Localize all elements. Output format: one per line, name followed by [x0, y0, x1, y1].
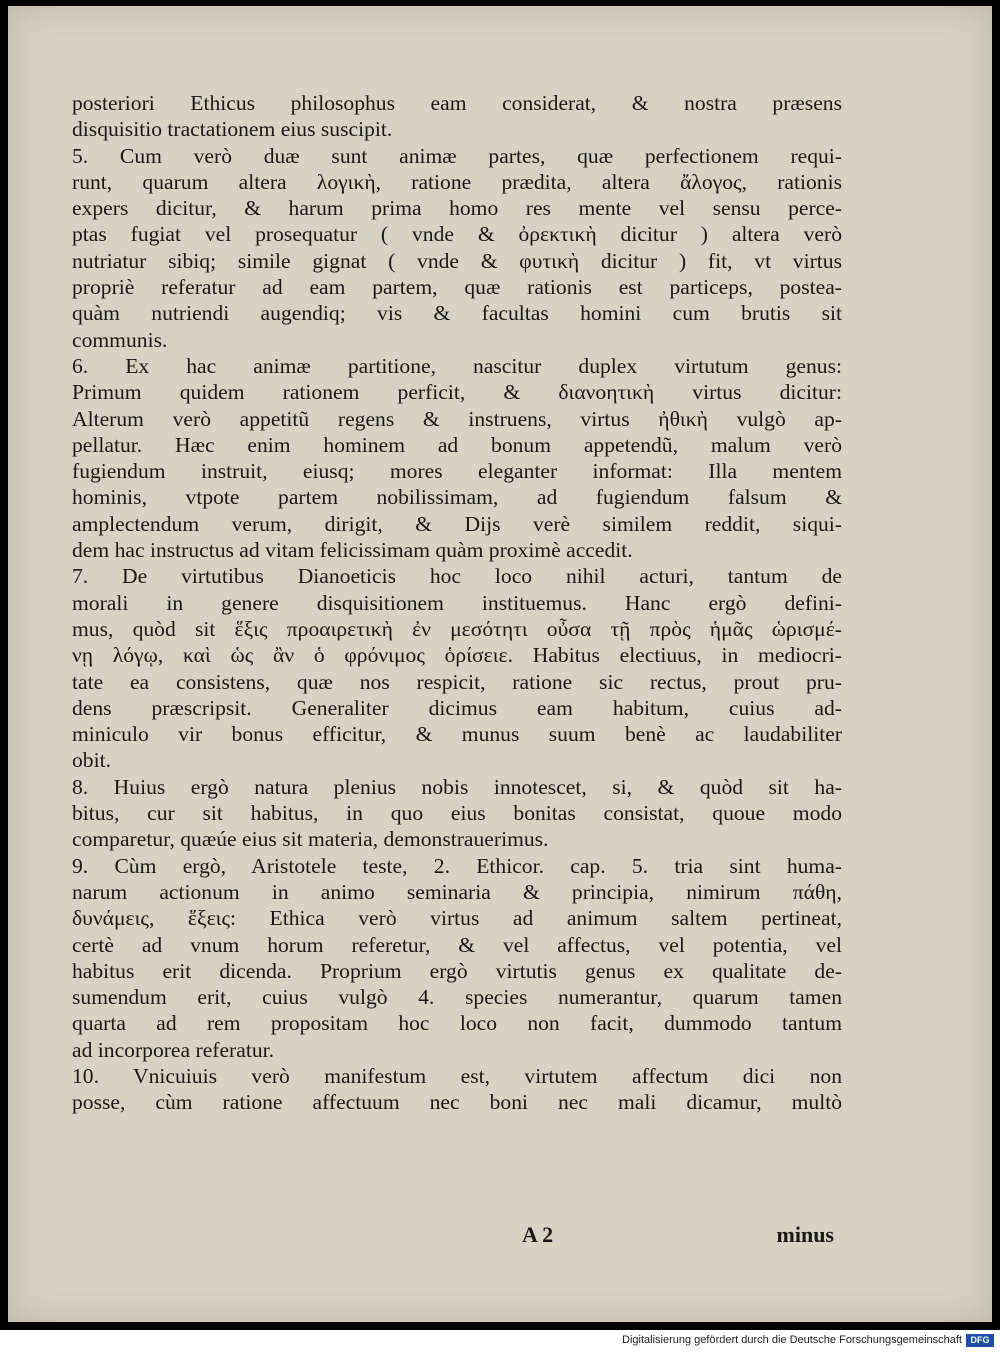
text-line: 8. Huius ergò natura plenius nobis innotescet, si, & quòd sit ha- [72, 774, 842, 799]
credit-bar [0, 1330, 1000, 1352]
text-line: posse, cùm ratione affectuum nec boni nec mali dicamur, multò [72, 1090, 842, 1115]
text-line: fugiendum instruit, eiusq; mores eleganter informat: Illa mentem [72, 459, 842, 484]
text-line: dem hac instructus ad vitam felicissimam quàm proximè accedit. [72, 538, 633, 563]
text-line: obit. [72, 748, 111, 773]
text-line: δυνάμεις, ἕξεις: Ethica verò virtus ad animum saltem pertineat, [72, 906, 842, 931]
text-line: miniculo vir bonus efficitur, & munus suum benè ac laudabiliter [72, 722, 842, 747]
text-line: pellatur. Hæc enim hominem ad bonum appetendũ, malum verò [72, 432, 842, 457]
text-line: bitus, cur sit habitus, in quo eius bonitas consistat, quoue modo [72, 801, 842, 826]
text-line: narum actionum in animo seminaria & principia, nimirum πάθη, [72, 879, 842, 904]
text-line: morali in genere disquisitionem instituemus. Hanc ergò defini- [72, 590, 842, 615]
text-line: propriè referatur ad eam partem, quæ rationis est particeps, postea- [72, 275, 842, 300]
text-line: 6. Ex hac animæ partitione, nascitur duplex virtutum genus: [72, 353, 842, 378]
text-line: ptas fugiat vel prosequatur ( vnde & ὀρεκτικὴ dicitur ) altera verò [72, 222, 842, 247]
text-line: comparetur, quæúe eius sit materia, demonstrauerimus. [72, 827, 549, 852]
text-line: runt, quarum altera λογικὴ, ratione prædita, altera ἄλογος, rationis [72, 169, 842, 194]
text-line: nutriatur sibiq; simile gignat ( vnde & φυτικὴ dicitur ) fit, vt virtus [72, 248, 842, 273]
text-line: νῃ λόγῳ, καὶ ὡς ἂν ὁ φρόνιμος ὁρίσειε. Habitus electiuus, in mediocri- [72, 643, 842, 668]
text-line: mus, quòd sit ἕξις προαιρετικὴ ἐν μεσότητι οὖσα τῇ πρὸς ἡμᾶς ὡρισμέ- [72, 616, 842, 641]
text-line: tate ea consistens, quæ nos respicit, ratione sic rectus, prout pru- [72, 669, 842, 694]
credit-text: Digitalisierung gefördert durch die Deutsche Forschungsgemeinschaft [622, 1334, 962, 1346]
catchword: minus [776, 1222, 834, 1247]
text-line: 9. Cùm ergò, Aristotele teste, 2. Ethicor. cap. 5. tria sint huma- [72, 853, 842, 878]
text-line: habitus erit dicenda. Proprium ergò virtutis genus ex qualitate de- [72, 958, 842, 983]
text-line: expers dicitur, & harum prima homo res mente vel sensu perce- [72, 196, 842, 221]
text-line: 5. Cum verò duæ sunt animæ partes, quæ perfectionem requi- [72, 143, 842, 168]
signature-mark: A 2 [522, 1222, 554, 1247]
text-line: Primum quidem rationem perficit, & διανοητικὴ virtus dicitur: [72, 380, 842, 405]
text-line: hominis, vtpote partem nobilissimam, ad fugiendum falsum & [72, 485, 842, 510]
text-line: 7. De virtutibus Dianoeticis hoc loco nihil acturi, tantum de [72, 564, 842, 589]
dfg-logo: DFG [966, 1334, 994, 1347]
text-line: ad incorporea referatur. [72, 1037, 275, 1062]
text-line: disquisitio tractationem eius suscipit. [72, 117, 393, 142]
text-line: certè ad vnum horum referetur, & vel affectus, vel potentia, vel [72, 932, 842, 957]
text-line: quàm nutriendi augendiq; vis & facultas homini cum brutis sit [72, 301, 842, 326]
text-line: posteriori Ethicus philosophus eam considerat, & nostra præsens [72, 91, 842, 115]
text-line: Alterum verò appetitũ regens & instruens, virtus ἠθικὴ vulgò ap- [72, 406, 842, 431]
page-text [72, 90, 842, 1116]
text-line: communis. [72, 327, 168, 352]
text-line: dens præscripsit. Generaliter dicimus eam habitum, cuius ad- [72, 695, 842, 720]
page-footer [64, 1222, 834, 1252]
text-line: sumendum erit, cuius vulgò 4. species numerantur, quarum tamen [72, 985, 842, 1010]
text-line: amplectendum verum, dirigit, & Dijs verè similem reddit, siqui- [72, 511, 842, 536]
text-line: 10. Vnicuiuis verò manifestum est, virtutem affectum dici non [72, 1063, 842, 1088]
text-line: quarta ad rem propositam hoc loco non facit, dummodo tantum [72, 1011, 842, 1036]
book-page [8, 6, 992, 1322]
